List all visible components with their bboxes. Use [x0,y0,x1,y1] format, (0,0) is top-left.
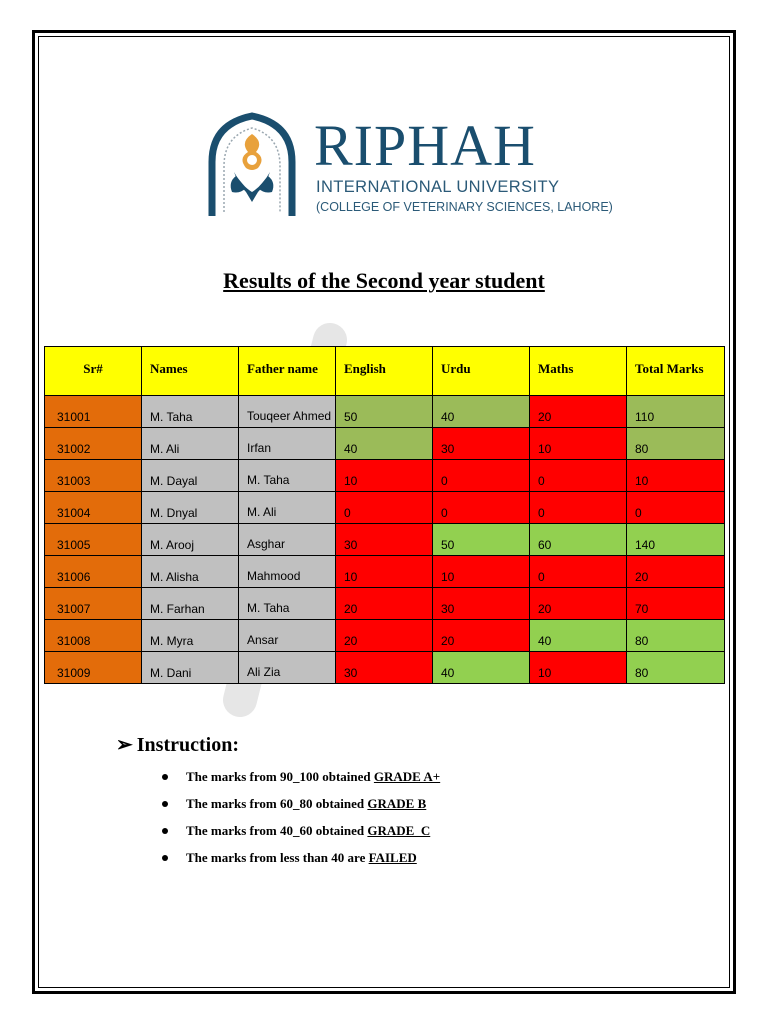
cell-sr: 31003 [45,460,142,492]
cell-total: 20 [627,556,725,588]
table-header-row [45,347,725,396]
cell-name: M. Farhan [142,588,239,620]
list-item [160,795,440,822]
cell-total: 80 [627,652,725,684]
table-row [45,460,725,492]
cell-sr: 31009 [45,652,142,684]
bullet-icon [162,828,168,834]
list-item [160,768,440,795]
cell-maths: 40 [530,620,627,652]
arrow-bullet-icon: ➢ [116,734,133,756]
cell-maths: 20 [530,588,627,620]
college-name: (COLLEGE OF VETERINARY SCIENCES, LAHORE) [316,200,613,214]
cell-name: M. Taha [142,396,239,428]
bullet-icon [162,855,168,861]
cell-english: 20 [336,588,433,620]
cell-name: M. Dnyal [142,492,239,524]
cell-maths: 20 [530,396,627,428]
cell-total: 140 [627,524,725,556]
cell-english: 40 [336,428,433,460]
page-title: Results of the Second year student [223,268,545,293]
cell-english: 50 [336,396,433,428]
cell-sr: 31008 [45,620,142,652]
cell-father: Ali Zia [239,652,336,684]
cell-urdu: 10 [433,556,530,588]
cell-urdu: 50 [433,524,530,556]
grade-label: GRADE C [367,823,431,838]
cell-urdu: 30 [433,588,530,620]
cell-total: 80 [627,620,725,652]
cell-sr: 31006 [45,556,142,588]
list-item [160,849,440,876]
university-name: RIPHAH [314,113,536,178]
cell-maths: 60 [530,524,627,556]
cell-total: 0 [627,492,725,524]
instruction-heading [116,732,239,757]
cell-english: 10 [336,556,433,588]
table-row [45,556,725,588]
grade-label: GRADE B [367,796,427,811]
grade-label: FAILED [368,850,417,865]
cell-maths: 10 [530,428,627,460]
cell-sr: 31001 [45,396,142,428]
cell-father: M. Taha [239,460,336,492]
header-urdu: Urdu [433,347,530,396]
cell-urdu: 0 [433,460,530,492]
header-father-name: Father name [239,347,336,396]
cell-sr: 31007 [45,588,142,620]
university-subtitle: INTERNATIONAL UNIVERSITY [316,178,560,196]
cell-name: M. Dayal [142,460,239,492]
cell-father: Asghar [239,524,336,556]
cell-total: 80 [627,428,725,460]
cell-sr: 31004 [45,492,142,524]
cell-english: 10 [336,460,433,492]
cell-sr: 31002 [45,428,142,460]
bullet-icon [162,774,168,780]
table-row [45,588,725,620]
cell-father: M. Taha [239,588,336,620]
cell-maths: 0 [530,460,627,492]
cell-father: Ansar [239,620,336,652]
cell-urdu: 20 [433,620,530,652]
cell-english: 20 [336,620,433,652]
table-row [45,492,725,524]
cell-name: M. Myra [142,620,239,652]
instruction-text: The marks from 40_60 obtained [186,823,368,838]
header-english: English [336,347,433,396]
cell-father: Mahmood [239,556,336,588]
header-total-marks: Total Marks [627,347,725,396]
cell-english: 30 [336,652,433,684]
cell-urdu: 0 [433,492,530,524]
cell-maths: 10 [530,652,627,684]
cell-name: M. Ali [142,428,239,460]
cell-total: 70 [627,588,725,620]
cell-sr: 31005 [45,524,142,556]
results-table [44,346,725,684]
instruction-text: The marks from 90_100 obtained [186,769,374,784]
header-sr: Sr# [45,347,142,396]
cell-father: Touqeer Ahmed [239,396,336,428]
list-item [160,822,440,849]
table-row [45,428,725,460]
cell-maths: 0 [530,556,627,588]
grade-label: GRADE A+ [373,769,441,784]
cell-name: M. Arooj [142,524,239,556]
instruction-list [160,768,440,876]
university-logo [206,112,613,222]
cell-maths: 0 [530,492,627,524]
cell-father: Irfan [239,428,336,460]
table-row [45,620,725,652]
instruction-text: The marks from 60_80 obtained [186,796,368,811]
table-row [45,652,725,684]
table-row [45,396,725,428]
cell-urdu: 30 [433,428,530,460]
cell-english: 0 [336,492,433,524]
cell-english: 30 [336,524,433,556]
cell-father: M. Ali [239,492,336,524]
cell-total: 10 [627,460,725,492]
cell-name: M. Alisha [142,556,239,588]
university-emblem-icon [206,112,298,220]
instruction-heading-label: Instruction: [136,734,239,756]
cell-total: 110 [627,396,725,428]
cell-name: M. Dani [142,652,239,684]
cell-urdu: 40 [433,652,530,684]
cell-urdu: 40 [433,396,530,428]
bullet-icon [162,801,168,807]
header-names: Names [142,347,239,396]
instruction-text: The marks from less than 40 are [186,850,369,865]
header-maths: Maths [530,347,627,396]
table-row [45,524,725,556]
